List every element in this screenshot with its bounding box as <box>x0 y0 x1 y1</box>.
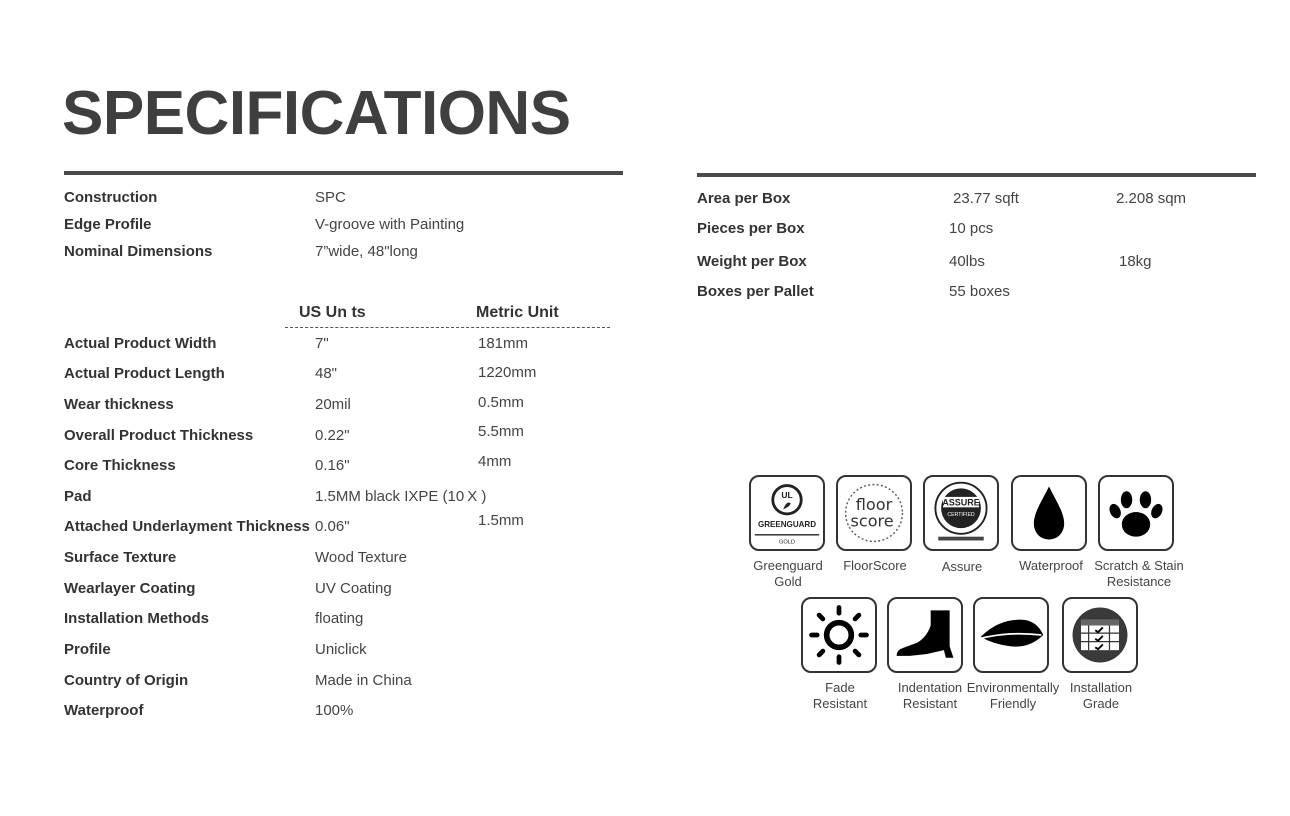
spec-label: Actual Product Length <box>64 365 225 382</box>
caption-line: Gold <box>774 574 802 589</box>
spec-metric-value: 0.5mm <box>478 394 524 411</box>
spec-metric-value: 4mm <box>478 453 512 470</box>
spec-label: Attached Underlayment Thickness <box>64 518 310 535</box>
caption-line: FloorScore <box>843 558 907 573</box>
leaf-icon <box>973 597 1049 673</box>
box-spec-label: Area per Box <box>697 190 791 207</box>
floorscore-icon <box>836 475 912 551</box>
installation-checklist-icon <box>1062 597 1138 673</box>
score-text: score <box>850 511 894 531</box>
assure-text: ASSURE <box>942 497 980 508</box>
spec-label: Waterproof <box>64 702 144 719</box>
floorscore-caption <box>836 558 914 574</box>
spec-value: SPC <box>315 189 346 206</box>
box-spec-value-imperial: 55 boxes <box>949 283 1010 300</box>
box-spec-value-metric: 2.208 sqm <box>1116 190 1187 207</box>
units-dashed-divider <box>285 327 610 328</box>
caption-line: Friendly <box>989 696 1037 711</box>
high-heel-boot-icon <box>887 597 963 673</box>
box-spec-value-imperial: 40lbs <box>949 253 985 270</box>
spec-us-value: UV Coating <box>315 580 392 597</box>
fade-caption <box>800 680 880 712</box>
caption-line: Resistance <box>1106 574 1172 589</box>
page-title: SPECIFICATIONS <box>62 79 571 148</box>
spec-metric-value: 181mm <box>478 335 529 352</box>
caption-line: Installation <box>1069 680 1133 695</box>
caption-line: Greenguard <box>753 558 823 573</box>
gold-text: GOLD <box>778 539 796 546</box>
caption-line: Fade <box>825 680 855 695</box>
box-spec-value-imperial: 23.77 sqft <box>953 190 1019 207</box>
spec-us-value: 1.5MM black IXPE (10 X ) <box>315 488 487 505</box>
us-units-header: US Un ts <box>299 304 366 321</box>
caption-line: Resistant <box>812 696 868 711</box>
certified-text: CERTIFIED <box>947 511 975 518</box>
spec-label: Wear thickness <box>64 396 174 413</box>
greenguard-caption <box>749 558 827 590</box>
spec-metric-value: 1.5mm <box>478 512 524 529</box>
spec-label: Edge Profile <box>64 216 152 233</box>
spec-value: V-groove with Painting <box>315 216 465 233</box>
spec-us-value: Made in China <box>315 672 412 689</box>
floor-text: floor <box>855 495 893 515</box>
spec-label: Pad <box>64 488 92 505</box>
spec-us-value: 100% <box>315 702 354 719</box>
spec-label: Country of Origin <box>64 672 189 689</box>
metric-unit-header: Metric Unit <box>476 304 559 321</box>
spec-us-value: Uniclick <box>315 641 367 658</box>
box-spec-label: Pieces per Box <box>697 220 805 237</box>
box-spec-value-imperial: 10 pcs <box>949 220 994 237</box>
spec-us-value: 0.16" <box>315 457 350 474</box>
sun-icon <box>801 597 877 673</box>
waterproof-caption <box>1011 558 1091 574</box>
caption-line: Waterproof <box>1019 558 1083 573</box>
spec-label: Wearlayer Coating <box>64 580 196 597</box>
spec-us-value: 20mil <box>315 396 351 413</box>
spec-label: Core Thickness <box>64 457 176 474</box>
paw-print-icon <box>1098 475 1174 551</box>
eco-caption <box>964 680 1062 712</box>
spec-value: 7”wide, 48"long <box>315 243 418 260</box>
caption-line: Resistant <box>902 696 958 711</box>
spec-us-value: Wood Texture <box>315 549 407 566</box>
caption-line: Indentation <box>897 680 963 695</box>
install-caption <box>1062 680 1140 712</box>
spec-us-value: 0.22" <box>315 427 350 444</box>
caption-line: Environmentally <box>966 680 1060 695</box>
water-drop-icon <box>1011 475 1087 551</box>
spec-us-value: 48" <box>315 365 338 382</box>
spec-metric-value: 1220mm <box>478 364 537 381</box>
box-spec-label: Weight per Box <box>697 253 807 270</box>
right-divider <box>697 173 1256 177</box>
scratch-caption <box>1091 558 1187 590</box>
ul-mark: UL <box>781 489 793 500</box>
spec-us-value: 0.06" <box>315 518 350 535</box>
caption-line: Assure <box>941 559 983 574</box>
spec-label: Installation Methods <box>64 610 210 627</box>
spec-label: Construction <box>64 189 158 206</box>
spec-label: Overall Product Thickness <box>64 427 254 444</box>
spec-metric-value: 5.5mm <box>478 423 524 440</box>
greenguard-gold-icon <box>749 475 825 551</box>
box-spec-label: Boxes per Pallet <box>697 283 814 300</box>
spec-us-value: floating <box>315 610 364 627</box>
spec-label: Surface Texture <box>64 549 177 566</box>
box-spec-value-metric: 18kg <box>1119 253 1152 270</box>
spec-us-value: 7" <box>315 335 329 352</box>
spec-label: Actual Product Width <box>64 335 217 352</box>
caption-line: Scratch & Stain <box>1094 558 1184 573</box>
assure-caption <box>923 559 1001 575</box>
caption-line: Grade <box>1082 696 1120 711</box>
greenguard-text: GREENGUARD <box>757 520 817 530</box>
assure-certified-icon <box>923 475 999 551</box>
spec-label: Nominal Dimensions <box>64 243 213 260</box>
spec-label: Profile <box>64 641 111 658</box>
indentation-caption <box>888 680 972 712</box>
left-divider <box>64 171 623 175</box>
